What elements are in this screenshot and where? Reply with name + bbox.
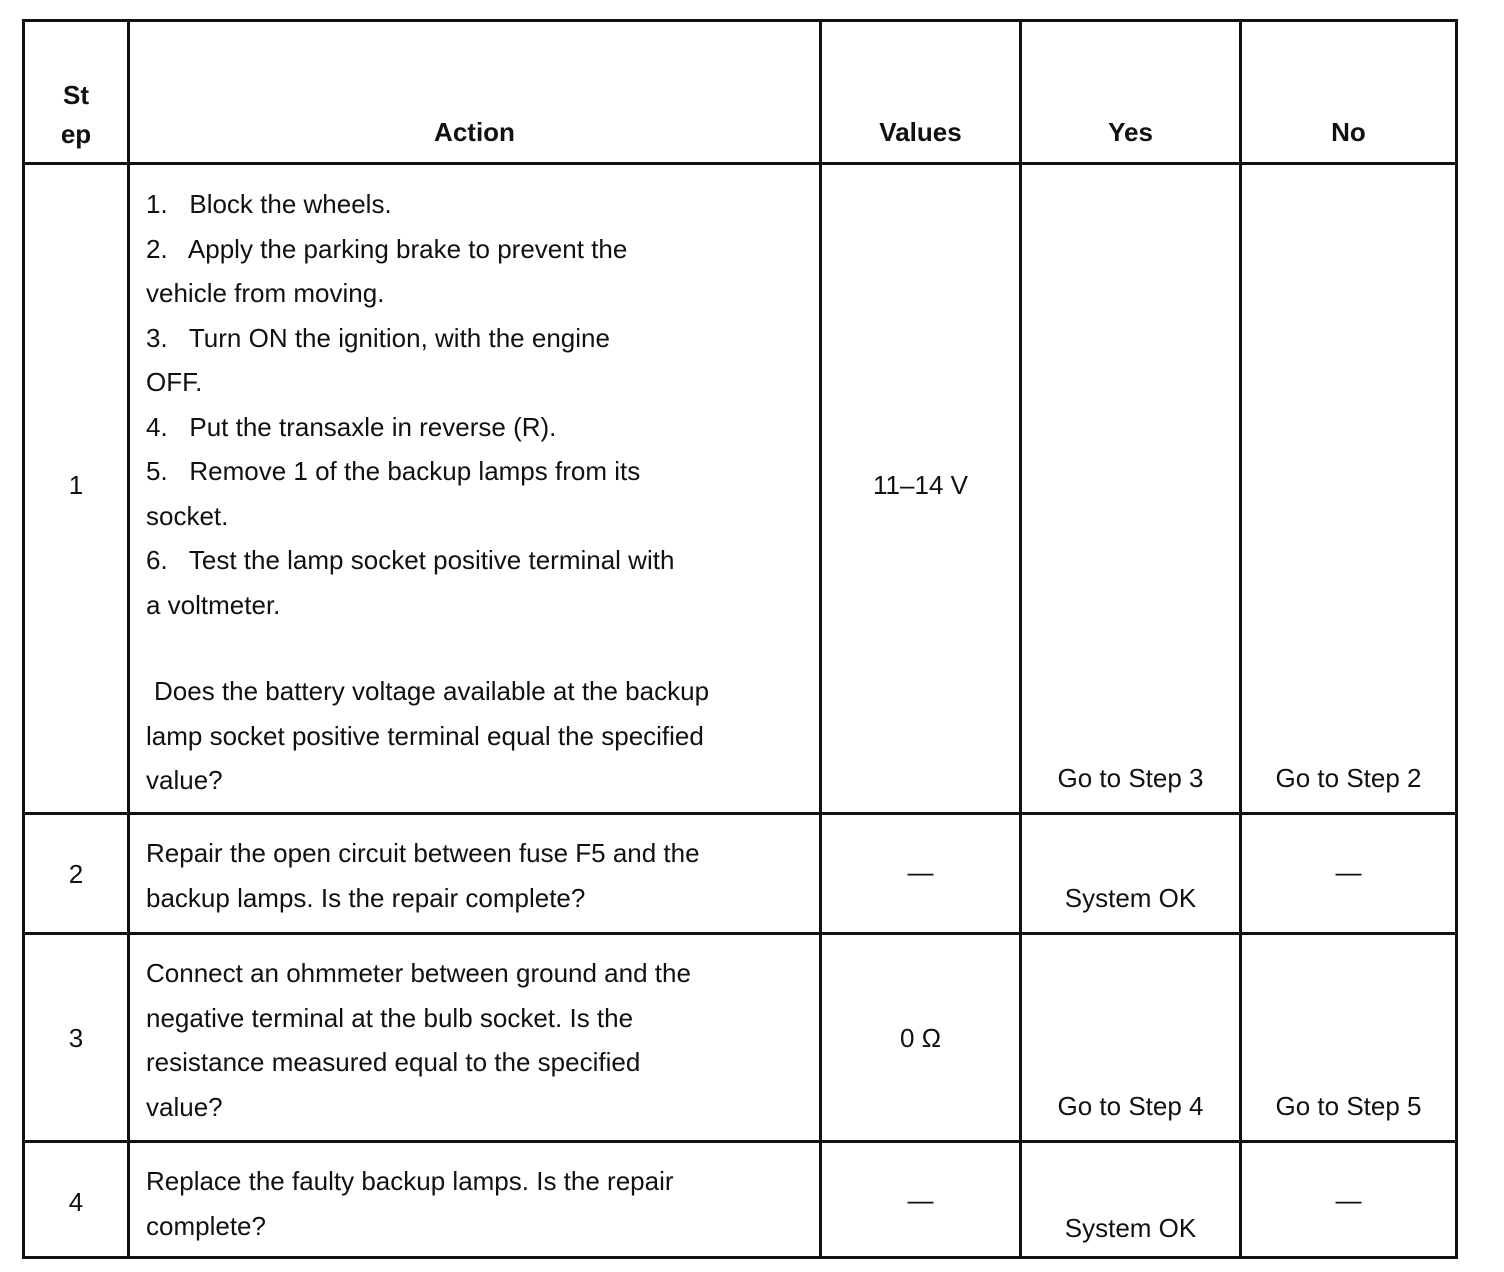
step-number-cell: 3 — [68, 1023, 84, 1053]
values-cell: — — [819, 815, 1019, 932]
yes-cell: System OK — [1019, 815, 1239, 932]
action-line: a voltmeter. — [146, 589, 281, 620]
no-cell: Go to Step 5 — [1239, 935, 1455, 1140]
values-cell: 11–14 V — [819, 165, 1019, 812]
action-line: Replace the faulty backup lamps. Is the repair — [146, 1166, 674, 1196]
action-line: 4. Put the transaxle in reverse (R). — [146, 411, 557, 442]
table-row — [25, 932, 1455, 1140]
header-no: No — [1239, 22, 1455, 162]
action-line: resistance measured equal to the specified — [146, 1047, 641, 1077]
header-step-line2: ep — [60, 119, 92, 149]
no-cell: — — [1239, 815, 1455, 932]
action-line: 2. Apply the parking brake to prevent the — [146, 233, 628, 264]
table-row — [25, 162, 1455, 812]
question-line: Does the battery voltage available at the backup — [154, 676, 710, 706]
action-cell — [127, 165, 819, 812]
question-line: lamp socket positive terminal equal the specified — [146, 720, 704, 751]
values-cell: 0 Ω — [819, 935, 1019, 1140]
table-row — [25, 1140, 1455, 1256]
action-line: Connect an ohmmeter between ground and the — [146, 958, 691, 988]
yes-cell: Go to Step 3 — [1019, 165, 1239, 812]
header-values: Values — [819, 22, 1019, 162]
header-step-line1: St — [63, 80, 89, 110]
table-row — [25, 812, 1455, 932]
action-line: complete? — [146, 1210, 266, 1241]
header-yes: Yes — [1019, 22, 1239, 162]
action-line: 1. Block the wheels. — [146, 189, 392, 219]
action-line: backup lamps. Is the repair complete? — [146, 882, 586, 913]
no-cell: Go to Step 2 — [1239, 165, 1455, 812]
question-line: value? — [146, 765, 223, 795]
action-line: value? — [146, 1091, 223, 1122]
action-line: 3. Turn ON the ignition, with the engine — [146, 322, 610, 353]
action-line: OFF. — [146, 367, 203, 397]
action-line: 5. Remove 1 of the backup lamps from its — [146, 456, 641, 486]
action-line: Repair the open circuit between fuse F5 and the — [146, 838, 700, 868]
action-cell — [127, 1143, 819, 1256]
action-line: socket. — [146, 500, 229, 531]
step-number-cell: 1 — [68, 470, 84, 500]
header-row — [25, 22, 1455, 162]
header-step — [25, 22, 127, 162]
yes-cell: System OK — [1019, 1143, 1239, 1256]
action-cell — [127, 935, 819, 1140]
header-action: Action — [127, 22, 819, 162]
action-line: negative terminal at the bulb socket. Is the — [146, 1002, 634, 1033]
action-line: 6. Test the lamp socket positive terminal with — [146, 545, 675, 575]
yes-cell: Go to Step 4 — [1019, 935, 1239, 1140]
step-number-cell: 4 — [68, 1187, 84, 1217]
diagnostic-table — [22, 19, 1458, 1259]
step-number-cell: 2 — [68, 859, 84, 889]
action-cell — [127, 815, 819, 932]
values-cell: — — [819, 1143, 1019, 1256]
no-cell: — — [1239, 1143, 1455, 1256]
action-line: vehicle from moving. — [146, 278, 385, 308]
